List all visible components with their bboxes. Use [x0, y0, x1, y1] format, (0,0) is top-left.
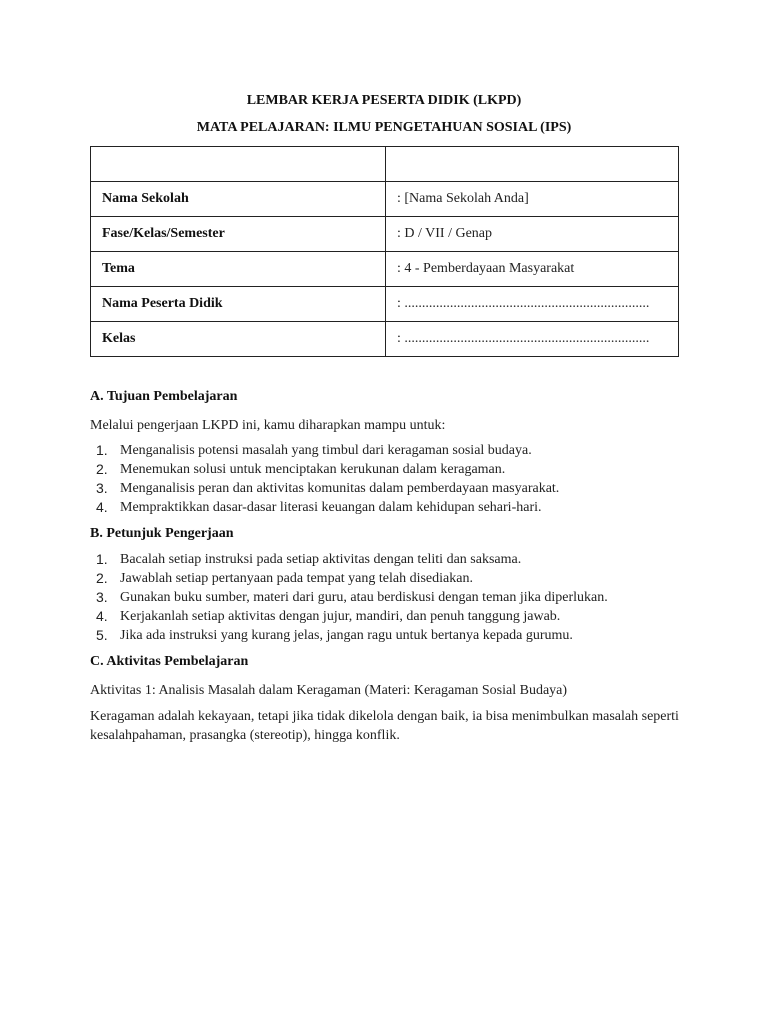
table-value-cell: : 4 - Pemberdayaan Masyarakat	[386, 252, 679, 287]
list-number: 3.	[96, 589, 108, 605]
table-label-cell: Nama Sekolah	[91, 182, 386, 217]
list-text: Jika ada instruksi yang kurang jelas, jangan ragu untuk bertanya kepada gurumu.	[120, 628, 573, 643]
table-row	[91, 322, 679, 357]
list-number: 2.	[96, 570, 108, 586]
document-subtitle: MATA PELAJARAN: ILMU PENGETAHUAN SOSIAL (IPS)	[196, 120, 572, 135]
document-title: LEMBAR KERJA PESERTA DIDIK (LKPD)	[246, 93, 522, 108]
table-value-cell	[386, 147, 679, 182]
identity-table	[90, 146, 679, 357]
list-item	[90, 460, 690, 479]
list-text: Bacalah setiap instruksi pada setiap aktivitas dengan teliti dan saksama.	[120, 552, 522, 567]
list-item	[90, 441, 690, 460]
table-label-cell: Fase/Kelas/Semester	[91, 217, 386, 252]
section-a-heading: A. Tujuan Pembelajaran	[90, 389, 238, 404]
table-label-cell: Nama Peserta Didik	[91, 287, 386, 322]
section-b-heading: B. Petunjuk Pengerjaan	[90, 526, 234, 541]
list-item	[90, 479, 690, 498]
table-value-cell: : [Nama Sekolah Anda]	[386, 182, 679, 217]
list-number: 4.	[96, 499, 108, 515]
list-item	[90, 588, 690, 607]
section-a-intro: Melalui pengerjaan LKPD ini, kamu diharapkan mampu untuk:	[90, 418, 446, 433]
table-row	[91, 287, 679, 322]
learning-objectives-list	[90, 441, 690, 517]
table-label-cell	[91, 147, 386, 182]
list-text: Gunakan buku sumber, materi dari guru, atau berdiskusi dengan teman jika diperlukan.	[120, 590, 608, 605]
table-row	[91, 252, 679, 287]
list-item	[90, 626, 690, 645]
list-number: 5.	[96, 627, 108, 643]
list-text: Menganalisis potensi masalah yang timbul dari keragaman sosial budaya.	[120, 443, 532, 458]
table-value-cell: : ......................................................................	[386, 322, 679, 357]
table-row	[91, 147, 679, 182]
table-value-cell: : D / VII / Genap	[386, 217, 679, 252]
activity-title: Aktivitas 1: Analisis Masalah dalam Keragaman (Materi: Keragaman Sosial Budaya)	[90, 683, 568, 698]
list-text: Menganalisis peran dan aktivitas komunitas dalam pemberdayaan masyarakat.	[120, 481, 560, 496]
list-number: 3.	[96, 480, 108, 496]
list-text: Jawablah setiap pertanyaan pada tempat yang telah disediakan.	[120, 571, 473, 586]
list-text: Mempraktikkan dasar-dasar literasi keuangan dalam kehidupan sehari-hari.	[120, 500, 542, 515]
list-text: Menemukan solusi untuk menciptakan kerukunan dalam keragaman.	[120, 462, 506, 477]
list-number: 1.	[96, 551, 108, 567]
list-number: 1.	[96, 442, 108, 458]
list-number: 2.	[96, 461, 108, 477]
table-row	[91, 182, 679, 217]
section-c-heading: C. Aktivitas Pembelajaran	[90, 654, 249, 669]
table-row	[91, 217, 679, 252]
list-item	[90, 498, 690, 517]
list-number: 4.	[96, 608, 108, 624]
list-item	[90, 569, 690, 588]
instructions-list	[90, 550, 690, 645]
list-text: Kerjakanlah setiap aktivitas dengan jujur, mandiri, dan penuh tanggung jawab.	[120, 609, 561, 624]
list-item	[90, 550, 690, 569]
activity-paragraph: Keragaman adalah kekayaan, tetapi jika tidak dikelola dengan baik, ia bisa menimbulkan masalah seperti kesalahpahaman, prasangka (stereotip), hingga konflik.	[90, 709, 679, 743]
list-item	[90, 607, 690, 626]
table-label-cell: Tema	[91, 252, 386, 287]
table-label-cell: Kelas	[91, 322, 386, 357]
table-value-cell: : ......................................................................	[386, 287, 679, 322]
